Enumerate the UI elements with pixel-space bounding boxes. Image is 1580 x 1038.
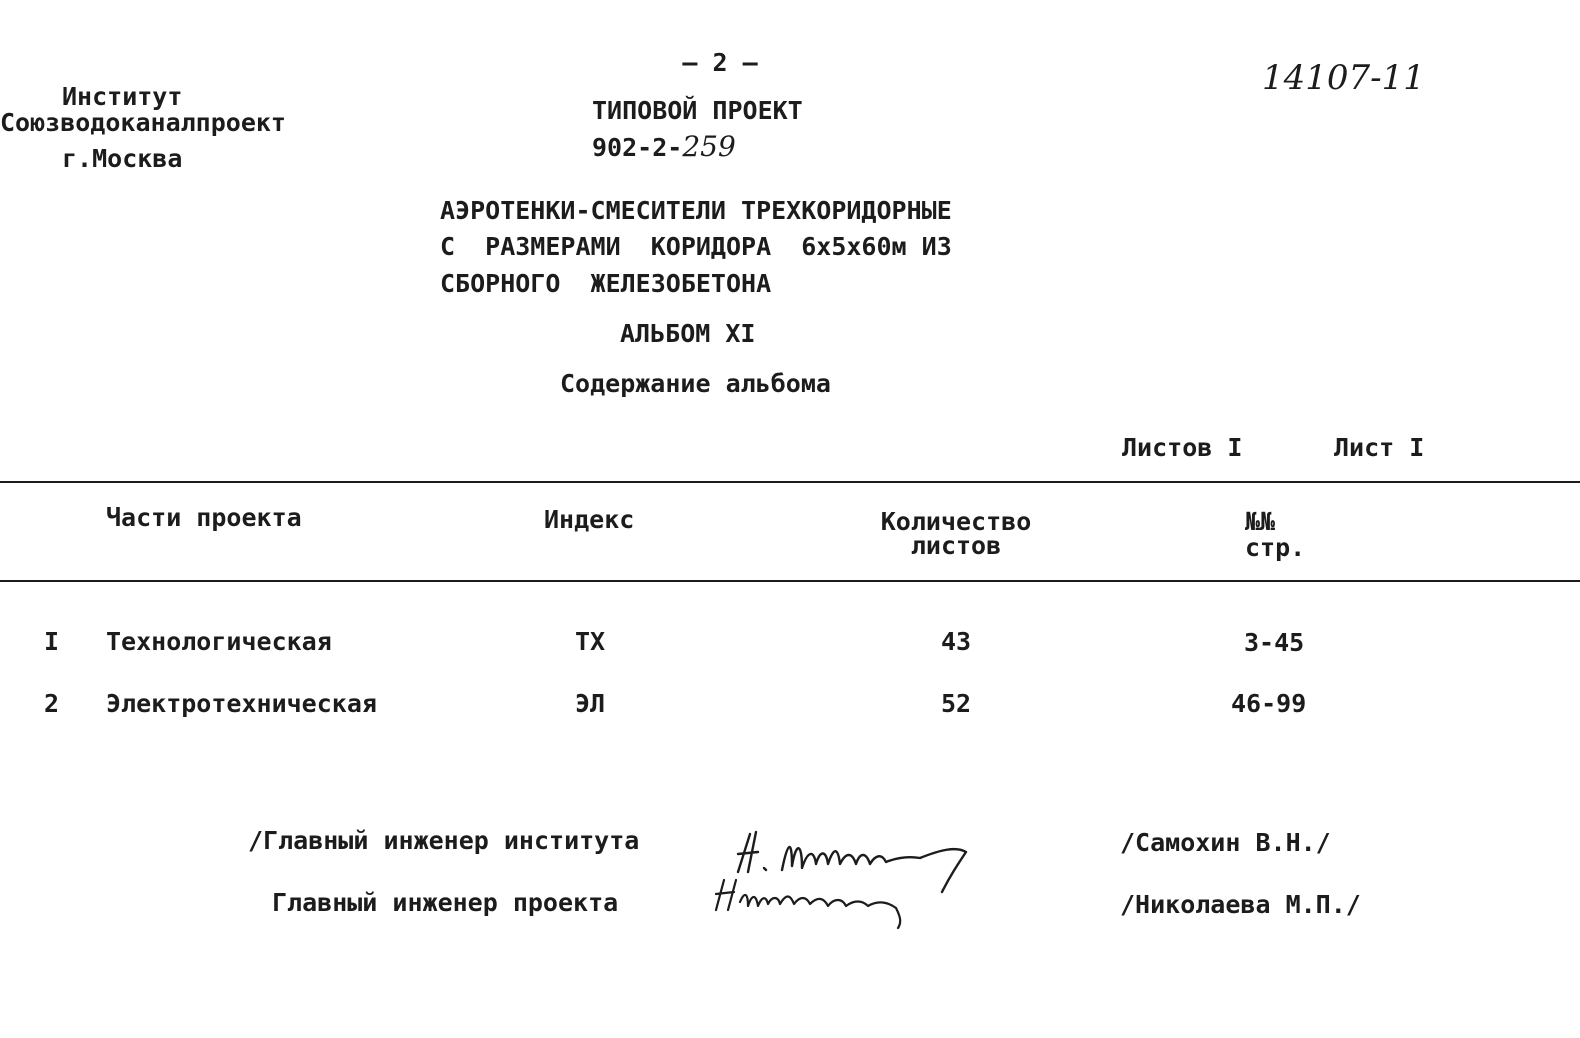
row-number: I <box>44 627 60 656</box>
table-top-rule <box>0 481 1580 483</box>
project-label: ТИПОВОЙ ПРОЕКТ <box>592 96 803 125</box>
header-count-line2: листов <box>910 531 1002 560</box>
header-pages-line2: стр. <box>1245 533 1306 562</box>
row-pages: 46-99 <box>1231 689 1307 718</box>
title-line1: АЭРОТЕНКИ-СМЕСИТЕЛИ ТРЕХКОРИДОРНЫЕ <box>440 196 952 225</box>
sheets-total: Листов I <box>1122 433 1243 462</box>
header-pages-line1: №№ <box>1245 507 1276 536</box>
project-code-handwritten: 259 <box>682 130 736 163</box>
institute-line2: Союзводоканалпроект <box>0 108 286 137</box>
institute-line1: Институт <box>62 82 183 111</box>
chief-engineer-institute-label: /Главный инженер института <box>248 826 640 855</box>
row-count: 52 <box>940 689 972 718</box>
title-line3: СБОРНОГО ЖЕЛЕЗОБЕТОНА <box>440 269 772 298</box>
row-index: ЭЛ <box>575 689 606 718</box>
project-code <box>592 132 736 163</box>
header-part: Части проекта <box>106 503 302 532</box>
album-title: АЛЬБОМ XI <box>620 319 756 348</box>
header-index: Индекс <box>544 505 635 534</box>
signatory-name-2: /Николаева М.П./ <box>1120 890 1361 919</box>
row-count: 43 <box>940 627 972 656</box>
project-code-prefix: 902-2- <box>592 133 683 162</box>
title-line2: С РАЗМЕРАМИ КОРИДОРА 6х5х60м ИЗ <box>440 232 952 261</box>
row-part: Технологическая <box>106 627 332 656</box>
page-number: – 2 – <box>682 48 758 77</box>
row-index: ТХ <box>575 627 606 656</box>
row-pages: 3-45 <box>1244 628 1305 657</box>
row-number: 2 <box>44 689 60 718</box>
document-number: 14107-11 <box>1262 58 1425 98</box>
institute-city: г.Москва <box>62 144 183 173</box>
handwritten-signature-2 <box>710 872 930 932</box>
table-header-rule <box>0 580 1580 582</box>
row-part: Электротехническая <box>106 689 377 718</box>
contents-heading: Содержание альбома <box>560 369 831 398</box>
chief-engineer-project-label: Главный инженер проекта <box>272 888 619 917</box>
header-count-line1: Количество <box>880 507 1032 536</box>
sheet-number: Лист I <box>1334 433 1425 462</box>
signatory-name-1: /Самохин В.Н./ <box>1120 828 1331 857</box>
